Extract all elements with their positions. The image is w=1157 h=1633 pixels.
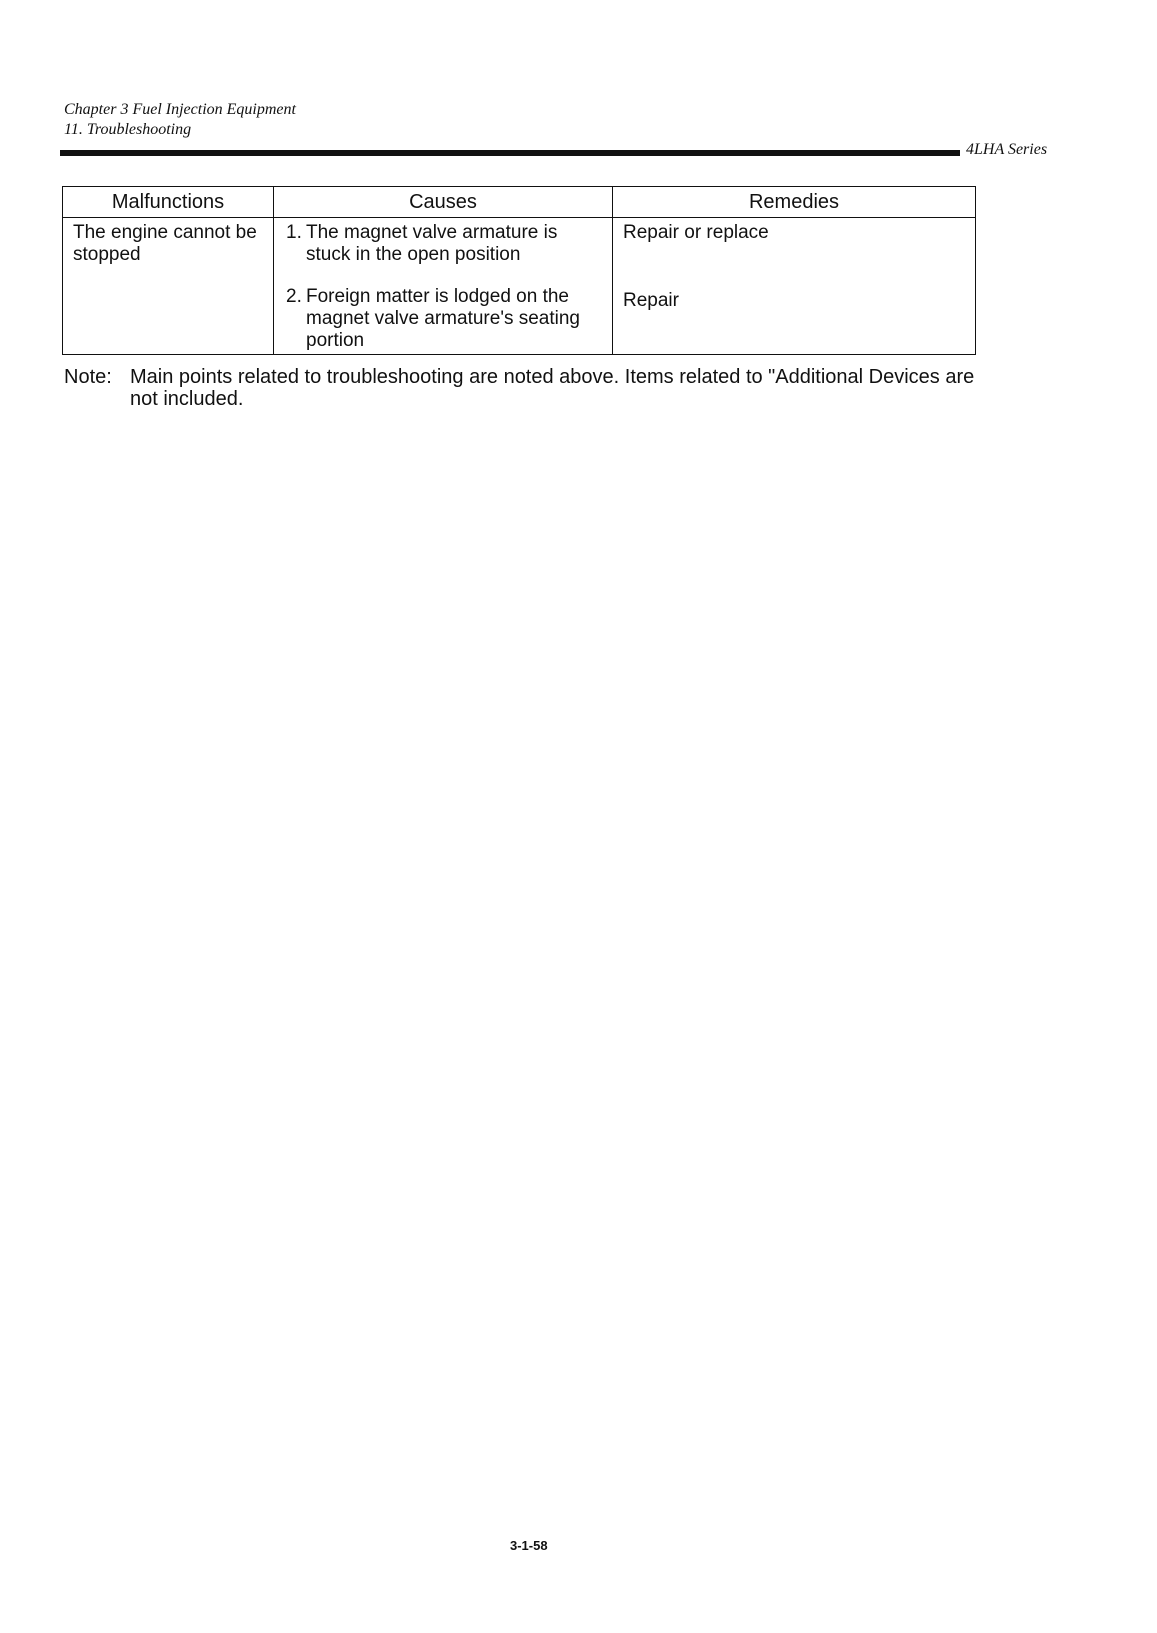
cause-text: The magnet valve armature is stuck in the open position — [306, 222, 558, 265]
note-label: Note: — [64, 366, 112, 388]
running-header — [64, 100, 296, 140]
column-header-causes: Causes — [274, 187, 613, 218]
table-row — [63, 218, 976, 355]
note-text: Main points related to troubleshooting are noted above. Items related to "Additional Devices are not included. — [130, 366, 975, 410]
remedy-item: Repair or replace — [623, 222, 769, 243]
table-header-row — [63, 187, 976, 218]
cause-number: 1. — [286, 222, 302, 243]
malfunction-cell: The engine cannot be stopped — [63, 218, 274, 355]
cause-item — [274, 286, 612, 354]
header-rule — [60, 150, 960, 156]
column-header-remedies: Remedies — [613, 187, 976, 218]
note — [64, 366, 984, 410]
causes-cell — [274, 218, 613, 355]
page-number: 3-1-58 — [510, 1538, 548, 1553]
column-header-malfunctions: Malfunctions — [63, 187, 274, 218]
troubleshooting-table — [62, 186, 976, 355]
remedies-cell — [613, 218, 976, 355]
cause-item — [274, 218, 612, 286]
chapter-title: Chapter 3 Fuel Injection Equipment — [64, 101, 296, 118]
series-label: 4LHA Series — [966, 141, 1048, 158]
section-title: 11. Troubleshooting — [64, 121, 192, 138]
cause-text: Foreign matter is lodged on the magnet valve armature's seating portion — [306, 286, 580, 351]
remedy-item: Repair — [623, 290, 679, 311]
cause-number: 2. — [286, 286, 302, 307]
